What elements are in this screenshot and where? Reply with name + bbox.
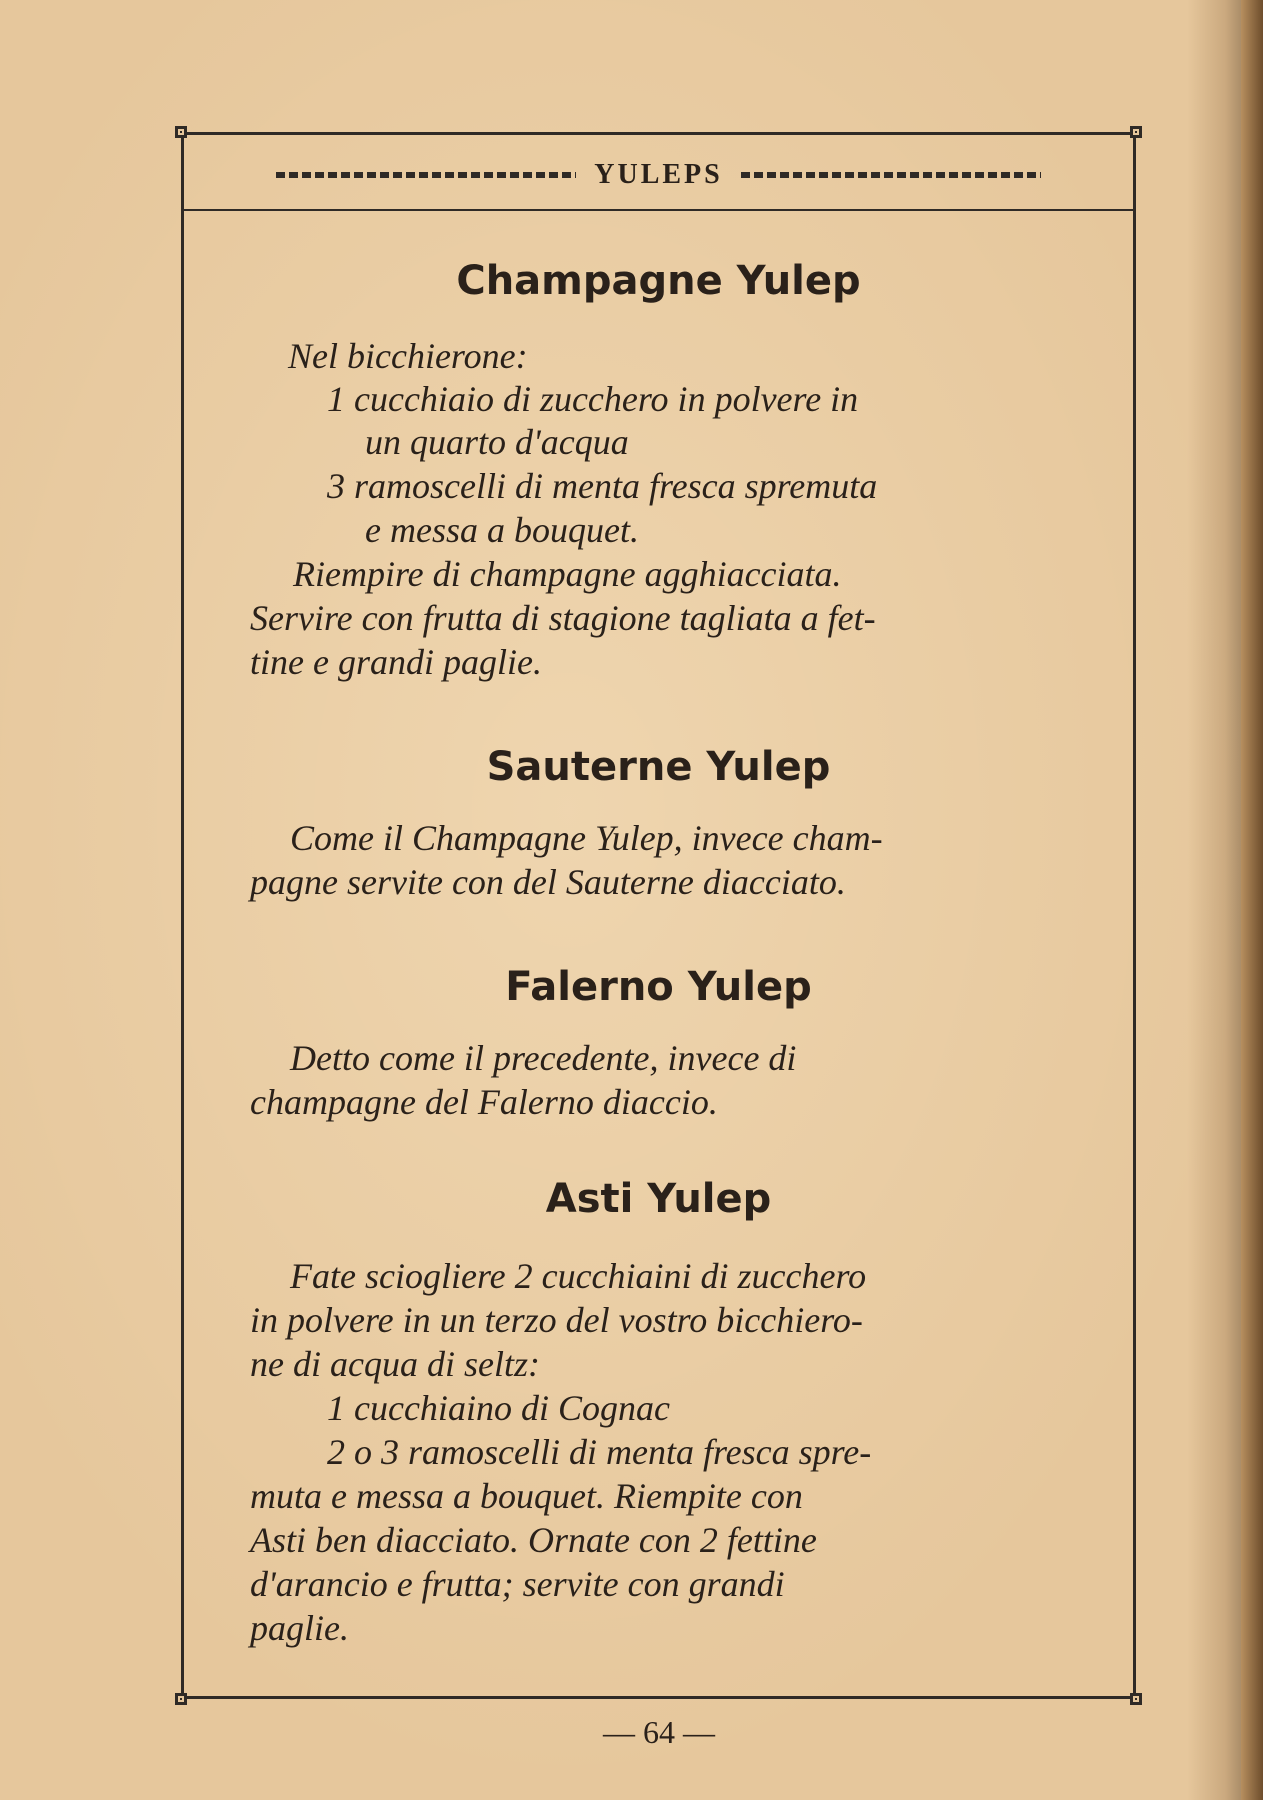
book-spine-shadow [1241,0,1263,1800]
running-header [184,150,1133,200]
recipe-line: Servire con frutta di stagione tagliata a fet- [250,598,876,638]
recipe-line: ne di acqua di seltz: [250,1344,540,1384]
recipe-line: in polvere in un terzo del vostro bicchiero- [250,1300,863,1340]
recipe-line: champagne del Falerno diaccio. [250,1082,718,1122]
recipe-line: paglie. [250,1608,349,1648]
header-title: YULEPS [594,159,723,190]
recipe-title-falerno: Falerno Yulep [505,964,812,1010]
recipe-line: Come il Champagne Yulep, invece cham- [290,818,883,858]
recipe-title-asti: Asti Yulep [545,1176,772,1222]
recipe-line: Detto come il precedente, invece di [290,1038,797,1078]
recipe-line: pagne servite con del Sauterne diacciato. [250,862,846,902]
recipe-line: Asti ben diacciato. Ornate con 2 fettine [250,1520,817,1560]
recipe-line: Riempire di champagne agghiacciata. [293,554,842,594]
recipe-line: e messa a bouquet. [365,510,639,550]
corner-ornament-bottom-left [175,1693,187,1705]
recipe-line: d'arancio e frutta; servite con grandi [250,1564,785,1604]
recipe-title-sauterne: Sauterne Yulep [486,744,831,790]
recipe-line: 3 ramoscelli di menta fresca spremuta [327,466,878,506]
page-number: — 64 — [603,1714,715,1750]
recipe-line: Nel bicchierone: [288,336,528,376]
corner-ornament-top-left [175,126,187,138]
recipe-line: 1 cucchiaino di Cognac [327,1388,670,1428]
recipe-title-champagne: Champagne Yulep [456,258,861,304]
header-dot-rule-left [276,172,576,178]
recipe-line: 1 cucchiaio di zucchero in polvere in [327,379,859,419]
recipe-line: Fate sciogliere 2 cucchiaini di zucchero [290,1256,867,1296]
recipe-line: 2 o 3 ramoscelli di menta fresca spre- [327,1432,872,1472]
corner-ornament-top-right [1130,126,1142,138]
recipe-line: tine e grandi paglie. [250,642,542,682]
recipe-line: un quarto d'acqua [365,422,629,462]
header-dot-rule-right [741,172,1041,178]
corner-ornament-bottom-right [1130,1693,1142,1705]
recipe-line: muta e messa a bouquet. Riempite con [250,1476,803,1516]
header-divider [184,209,1133,211]
